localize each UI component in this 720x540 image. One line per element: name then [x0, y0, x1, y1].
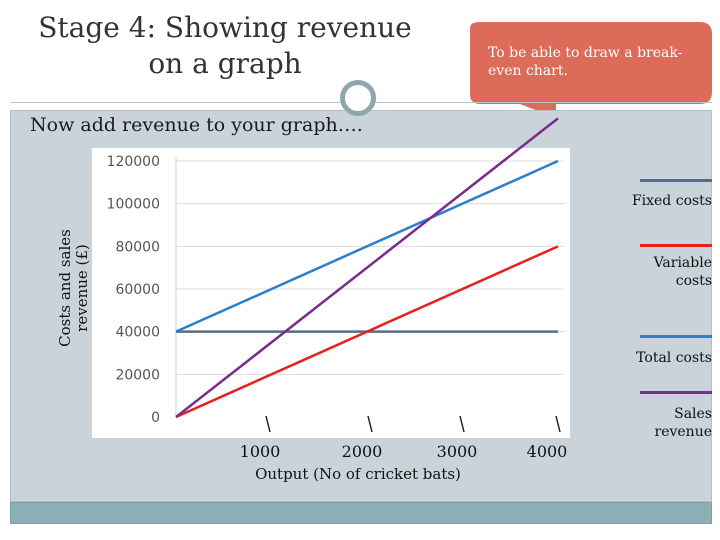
subtitle: Now add revenue to your graph…. [30, 114, 363, 136]
y-tick-label: 20000 [115, 367, 160, 384]
legend-sales-revenue: Sales revenue [654, 406, 712, 440]
slide-title: Stage 4: Showing revenue on a graph [38, 11, 412, 80]
x-axis-label: Output (No of cricket bats) [255, 465, 461, 483]
plot-area [92, 148, 570, 438]
callout-text: To be able to draw a break-even chart. [488, 45, 683, 79]
legend-line-variable-costs [640, 244, 712, 247]
x-tick-label: 2000 [341, 442, 383, 461]
legend-total-costs: Total costs [636, 350, 712, 366]
y-tick-label: 80000 [115, 239, 160, 256]
legend-variable-costs: Variable costs [653, 255, 712, 289]
x-tick-label: 3000 [436, 442, 478, 461]
legend-line-fixed-costs [640, 179, 712, 182]
y-tick-label: 0 [151, 410, 160, 426]
legend-fixed-costs: Fixed costs [631, 193, 712, 209]
x-tick-label: 1000 [239, 442, 281, 461]
y-axis-label [56, 229, 91, 347]
y-tick-label: 60000 [115, 282, 160, 298]
grid-layer [92, 148, 570, 438]
legend-line-total-costs [640, 335, 712, 338]
legend-line-sales-revenue [640, 391, 712, 394]
footer-bar [10, 502, 712, 524]
y-axis-label-line2: revenue (£) [73, 244, 91, 332]
x-tick-label: 4000 [526, 442, 568, 461]
y-tick-label: 40000 [115, 324, 160, 341]
y-tick-label: 100000 [106, 196, 160, 213]
y-axis-label-line1: Costs and sales [56, 229, 74, 347]
y-tick-label: 120000 [106, 154, 160, 170]
